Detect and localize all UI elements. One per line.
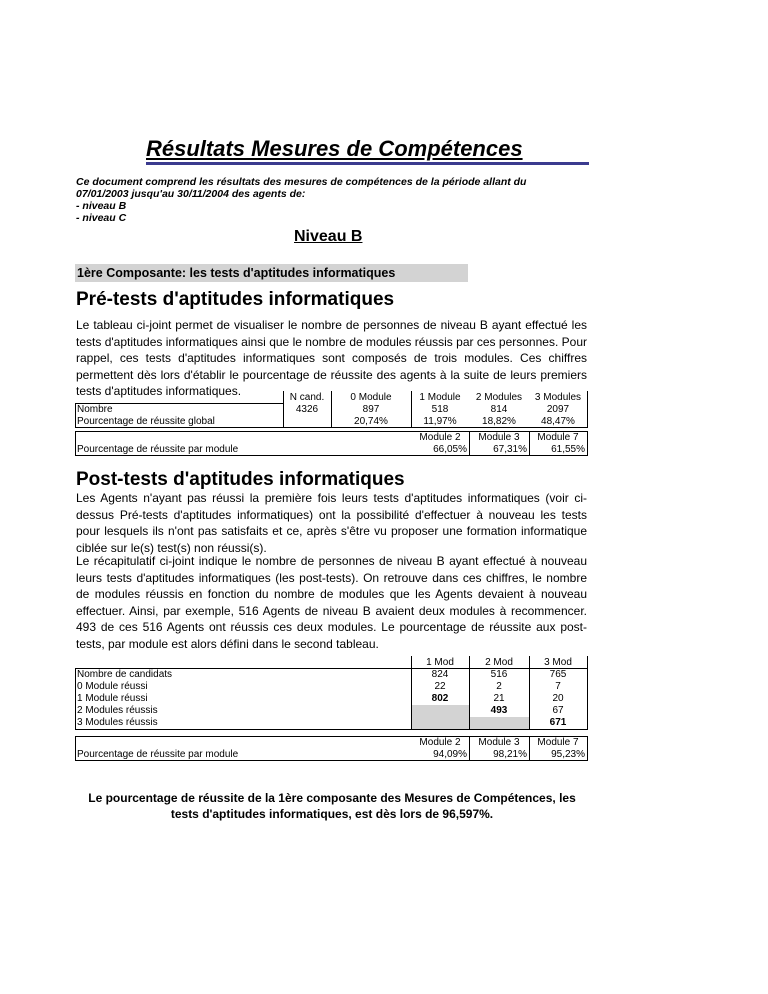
table-cell: 4326 xyxy=(295,404,319,415)
column-header: Module 2 xyxy=(419,432,461,443)
table-cell: 11,97% xyxy=(423,416,457,427)
intro-line: 07/01/2003 jusqu'au 30/11/2004 des agents de: xyxy=(76,188,306,200)
table-cell: 2097 xyxy=(546,404,570,415)
column-header: Module 2 xyxy=(419,737,461,748)
table-cell: 67 xyxy=(552,705,564,716)
table-cell: 765 xyxy=(549,669,567,680)
column-header: 1 Module xyxy=(419,392,461,403)
post-tests-paragraph: Les Agents n'ayant pas réussi la première fois leurs tests d'aptitudes informatiques (voir ci-dessus Pré-tests d'aptitudes informatiques) ont la possibilité d'effectuer à nouveau les tests pour lesquels ils n'ont pas satisfaits et ce, après s'être vu proposer une formation informatique ciblée sur le(s) test(s) non réussi(s). xyxy=(76,491,587,555)
table-cell: 493 xyxy=(490,705,508,716)
table-cell: 94,09% xyxy=(433,749,467,760)
table-cell: 22 xyxy=(434,681,446,692)
table-cell: 802 xyxy=(431,693,449,704)
column-header: Module 7 xyxy=(537,432,579,443)
table-cell: 67,31% xyxy=(493,444,527,455)
table-cell: 98,21% xyxy=(493,749,527,760)
table-cell: 48,47% xyxy=(541,416,575,427)
table-cell: 518 xyxy=(431,404,449,415)
intro-line: - niveau B xyxy=(76,200,127,212)
post-tests-paragraph: Le récapitulatif ci-joint indique le nombre de personnes de niveau B ayant effectué à nouveau leurs tests d'aptitudes informatiques (les post-tests). On retrouve dans ces chiffres, le nombre de modules réussis en fonction du nombre de modules que les Agents devaient à nouveau effectuer. Ainsi, par exemple, 516 Agents de niveau B avaient deux modules à recommencer. 493 de ces 516 Agents ont réussis ces deux modules. Le pourcentage de réussite aux post-tests, par module est alors défini dans le second tableau. xyxy=(76,554,587,651)
table-cell: 20,74% xyxy=(354,416,388,427)
table-cell: 814 xyxy=(490,404,508,415)
row-label: Pourcentage de réussite par module xyxy=(77,444,239,455)
table-cell: 21 xyxy=(493,693,505,704)
row-label: 2 Modules réussis xyxy=(77,705,158,716)
table-cell: 824 xyxy=(431,669,449,680)
row-label: Pourcentage de réussite par module xyxy=(77,749,239,760)
pre-tests-table xyxy=(75,391,588,429)
conclusion-line: tests d'aptitudes informatiques, est dès lors de 96,597%. xyxy=(170,807,494,821)
table-cell: 18,82% xyxy=(482,416,516,427)
column-header: 3 Mod xyxy=(544,657,572,668)
row-label: 3 Modules réussis xyxy=(77,717,158,728)
column-header: 2 Mod xyxy=(485,657,513,668)
table-cell: 7 xyxy=(555,681,561,692)
pre-tests-paragraph: Le tableau ci-joint permet de visualiser le nombre de personnes de niveau B ayant effectué les tests d'aptitudes informatiques ainsi que le nombre de modules réussis par ces personnes. Pour rappel, ces tests d'aptitudes informatiques sont composés de trois modules. Ces chiffres permettent dès lors d'établir le pourcentage de réussite des agents à la suite de leurs premiers tests d'aptitudes informatiques. xyxy=(76,318,587,399)
table-cell: 20 xyxy=(552,693,564,704)
table-cell: 2 xyxy=(496,681,502,692)
page-title: Résultats Mesures de Compétences xyxy=(146,136,523,161)
table-cell: 61,55% xyxy=(551,444,585,455)
post-tests-heading: Post-tests d'aptitudes informatiques xyxy=(76,469,405,490)
intro-line: - niveau C xyxy=(76,212,127,224)
column-header: Module 3 xyxy=(478,432,520,443)
column-header: Module 7 xyxy=(537,737,579,748)
row-label: 1 Module réussi xyxy=(77,693,148,704)
table-cell: 897 xyxy=(362,404,380,415)
column-header: 1 Mod xyxy=(426,657,454,668)
row-label: Nombre de candidats xyxy=(77,669,173,680)
intro-text xyxy=(76,176,616,224)
column-header: 3 Modules xyxy=(534,392,582,403)
intro-line: Ce document comprend les résultats des mesures de compétences de la période allant du xyxy=(76,176,527,188)
table-cell: 671 xyxy=(549,717,567,728)
table-cell: 516 xyxy=(490,669,508,680)
column-header: N cand. xyxy=(289,392,325,403)
row-label: Pourcentage de réussite global xyxy=(77,416,215,427)
post-tests-module-table xyxy=(75,736,588,762)
column-header: Module 3 xyxy=(478,737,520,748)
column-header: 2 Modules xyxy=(475,392,523,403)
conclusion-line: Le pourcentage de réussite de la 1ère composante des Mesures de Compétences, les xyxy=(88,791,576,805)
pre-tests-heading: Pré-tests d'aptitudes informatiques xyxy=(76,289,395,310)
row-label: Nombre xyxy=(77,404,113,415)
pre-tests-module-table xyxy=(75,431,588,457)
composante-banner: 1ère Composante: les tests d'aptitudes informatiques xyxy=(75,264,468,282)
table-cell: 66,05% xyxy=(433,444,467,455)
row-label: 0 Module réussi xyxy=(77,681,148,692)
post-tests-table xyxy=(75,656,588,732)
conclusion-text xyxy=(76,790,588,822)
table-cell: 95,23% xyxy=(551,749,585,760)
niveau-heading: Niveau B xyxy=(294,228,363,245)
column-header: 0 Module xyxy=(350,392,392,403)
title-underline-rule xyxy=(146,162,589,165)
